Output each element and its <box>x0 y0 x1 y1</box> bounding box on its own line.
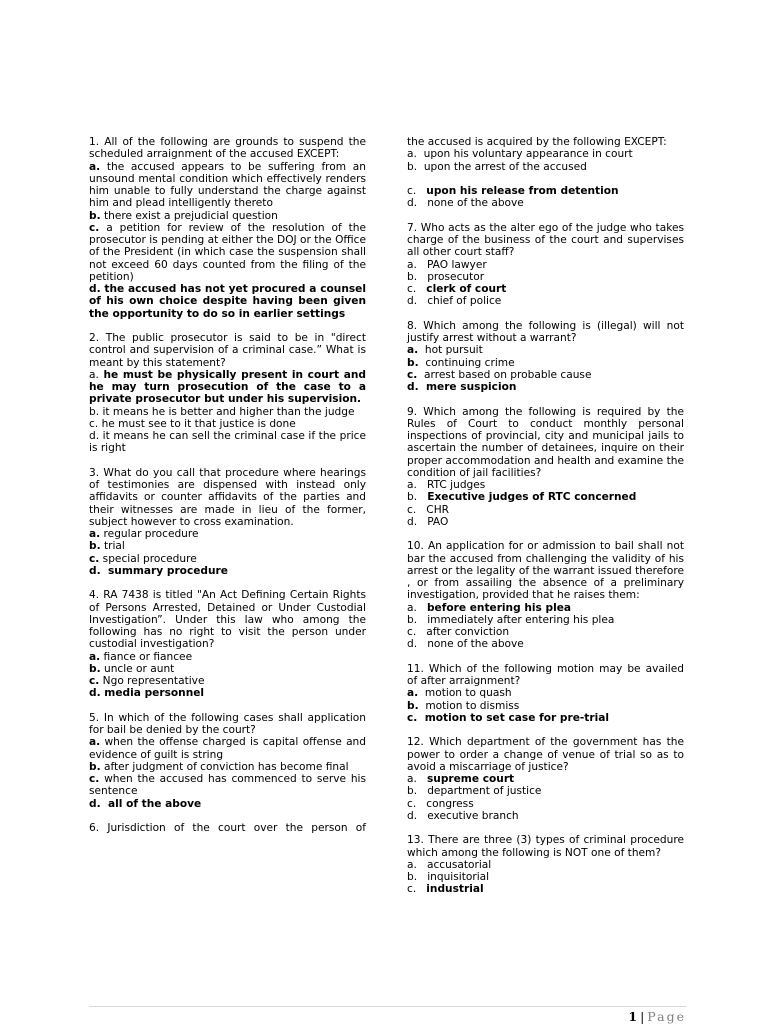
blank-line <box>407 173 684 185</box>
question-10-option-a: a. before entering his plea <box>407 601 572 614</box>
question-7-option-d: d. chief of police <box>407 295 502 308</box>
question-6-option-b: b. upon the arrest of the accused <box>407 160 587 173</box>
question-5-option-c: c. when the accused has commenced to serve his sentence <box>89 773 366 798</box>
question-6-option-c: c. upon his release from detention <box>407 185 619 197</box>
question-11-option-a: a. motion to quash <box>407 687 512 700</box>
question-13-stem: 13. There are three (3) types of criminal procedure which among the following is NOT one of them? <box>407 834 684 859</box>
question-9-option-c: c. CHR <box>407 503 450 516</box>
question-6-option-a: a. upon his voluntary appearance in court <box>407 148 633 161</box>
question-9-option-b: b. Executive judges of RTC concerned <box>407 491 637 504</box>
question-11-option-b: b. motion to dismiss <box>407 699 520 712</box>
footer-separator: | <box>640 1009 645 1024</box>
question-5-option-d: d. all of the above <box>89 797 202 810</box>
question-9-option-a: a. RTC judges <box>407 479 486 491</box>
question-12-option-c: c. congress <box>407 797 474 810</box>
footer-divider <box>89 1006 686 1007</box>
question-3-option-d: d. summary procedure <box>89 564 228 577</box>
question-8-stem: 8. Which among the following is (illegal) will not justify arrest without a warrant? <box>407 319 684 344</box>
question-8-option-c: c. arrest based on probable cause <box>407 368 592 381</box>
question-11-option-c: c. motion to set case for pre-trial <box>407 711 609 724</box>
question-10 <box>407 540 684 650</box>
question-4-option-d: d. media personnel <box>89 687 205 700</box>
left-column <box>89 136 366 847</box>
question-3-option-c: c. special procedure <box>89 552 197 565</box>
question-6-stem-continued: the accused is acquired by the following EXCEPT: <box>407 136 667 148</box>
question-4-option-a: a. fiance or fiancee <box>89 650 193 663</box>
question-1-option-a: a. the accused appears to be suffering from an unsound mental condition which effectively renders him unable to fully understand the charge against him and plead intelligently thereto <box>89 160 366 210</box>
question-3-stem: 3. What do you call that procedure where hearings of testimonies are dispensed with instead only affidavits or counter affidavits of the parties and their witnesses are made in lieu of the former, subject however to cross examination. <box>89 466 366 528</box>
question-6-continued <box>407 136 684 210</box>
question-10-option-d: d. none of the above <box>407 638 524 651</box>
question-2-option-d: d. it means he can sell the criminal case if the price is right <box>89 430 366 455</box>
question-2-option-b: b. it means he is better and higher than the judge <box>89 405 355 418</box>
question-5-option-b: b. after judgment of conviction has become final <box>89 760 349 773</box>
question-12-option-b: b. department of justice <box>407 785 542 798</box>
question-12-stem: 12. Which department of the government has the power to order a change of venue of trial so as to avoid a miscarriage of justice? <box>407 736 684 773</box>
question-5-stem: 5. In which of the following cases shall application for bail be denied by the court? <box>89 711 366 736</box>
question-7-stem: 7. Who acts as the alter ego of the judge who takes charge of the business of the court and supervises all other court staff? <box>407 221 684 259</box>
page-number: 1 <box>628 1009 638 1024</box>
question-7-option-c: c. clerk of court <box>407 283 507 295</box>
question-2-option-a: a. he must be physically present in court and he may turn prosecution of the case to a private prosecutor but under his supervision. <box>89 368 366 406</box>
question-3 <box>89 467 366 577</box>
question-9 <box>407 406 684 529</box>
question-6-stem: 6. Jurisdiction of the court over the person of <box>89 822 366 834</box>
question-13-option-c: c. industrial <box>407 883 484 896</box>
question-6 <box>89 822 366 834</box>
question-7-option-b: b. prosecutor <box>407 270 485 283</box>
question-13 <box>407 834 684 895</box>
right-column <box>407 136 684 908</box>
question-8 <box>407 320 684 394</box>
question-6-option-d: d. none of the above <box>407 197 524 210</box>
question-1-option-d: d. the accused has not yet procured a counsel of his own choice despite having been given the opportunity to do so in earlier settings <box>89 283 366 320</box>
question-4-stem: 4. RA 7438 is titled "An Act Defining Certain Rights of Persons Arrested, Detained or Under Custodial Investigation”. Under this law who among the following has no right to visit the person under custodial investigation? <box>89 589 366 651</box>
question-10-option-b: b. immediately after entering his plea <box>407 613 615 626</box>
question-12-option-d: d. executive branch <box>407 809 519 822</box>
question-2-option-c: c. he must see to it that justice is done <box>89 417 296 430</box>
question-4-option-b: b. uncle or aunt <box>89 662 175 675</box>
question-1-option-b: b. there exist a prejudicial question <box>89 209 278 222</box>
page-footer <box>628 1009 686 1024</box>
question-1-stem: 1. All of the following are grounds to suspend the scheduled arraignment of the accused EXCEPT: <box>89 136 366 161</box>
question-12-option-a: a. supreme court <box>407 773 515 785</box>
question-11-stem: 11. Which of the following motion may be availed of after arraignment? <box>407 662 684 687</box>
question-3-option-a: a. regular procedure <box>89 528 199 540</box>
question-9-stem: 9. Which among the following is required by the Rules of Court to conduct monthly personal inspections of provincial, city and municipal jails to ascertain the number of detainees, inquire on their proper accommodation and health and examine the condition of jail facilities? <box>407 405 684 479</box>
question-10-stem: 10. An application for or admission to bail shall not bar the accused from challenging the validity of his arrest or the legality of the warrant issued therefore , or from assailing the absence of a preliminary investigation, provided that he raises them: <box>407 540 684 602</box>
question-8-option-d: d. mere suspicion <box>407 381 517 393</box>
question-7 <box>407 222 684 308</box>
question-3-option-b: b. trial <box>89 540 125 553</box>
question-10-option-c: c. after conviction <box>407 626 510 638</box>
page-label: Page <box>647 1009 686 1024</box>
question-8-option-a: a. hot pursuit <box>407 344 483 357</box>
question-13-option-a: a. accusatorial <box>407 858 492 871</box>
question-4 <box>89 589 366 699</box>
question-13-option-b: b. inquisitorial <box>407 871 490 883</box>
question-1-option-c: c. a petition for review of the resolution of the prosecutor is pending at either the DOJ or the Office of the President (in which case the suspension shall not exceed 60 days counted from the filing of the petition) <box>89 221 366 283</box>
question-2-stem: 2. The public prosecutor is said to be in "direct control and supervision of a criminal case.” What is meant by this statement? <box>89 332 366 369</box>
question-9-option-d: d. PAO <box>407 515 449 528</box>
question-11 <box>407 663 684 724</box>
question-8-option-b: b. continuing crime <box>407 356 515 369</box>
question-5 <box>89 712 366 810</box>
question-4-option-c: c. Ngo representative <box>89 675 205 687</box>
question-7-option-a: a. PAO lawyer <box>407 258 487 271</box>
question-1 <box>89 136 366 320</box>
question-12 <box>407 736 684 822</box>
question-5-option-a: a. when the offense charged is capital offense and evidence of guilt is string <box>89 736 366 761</box>
question-2 <box>89 332 366 455</box>
